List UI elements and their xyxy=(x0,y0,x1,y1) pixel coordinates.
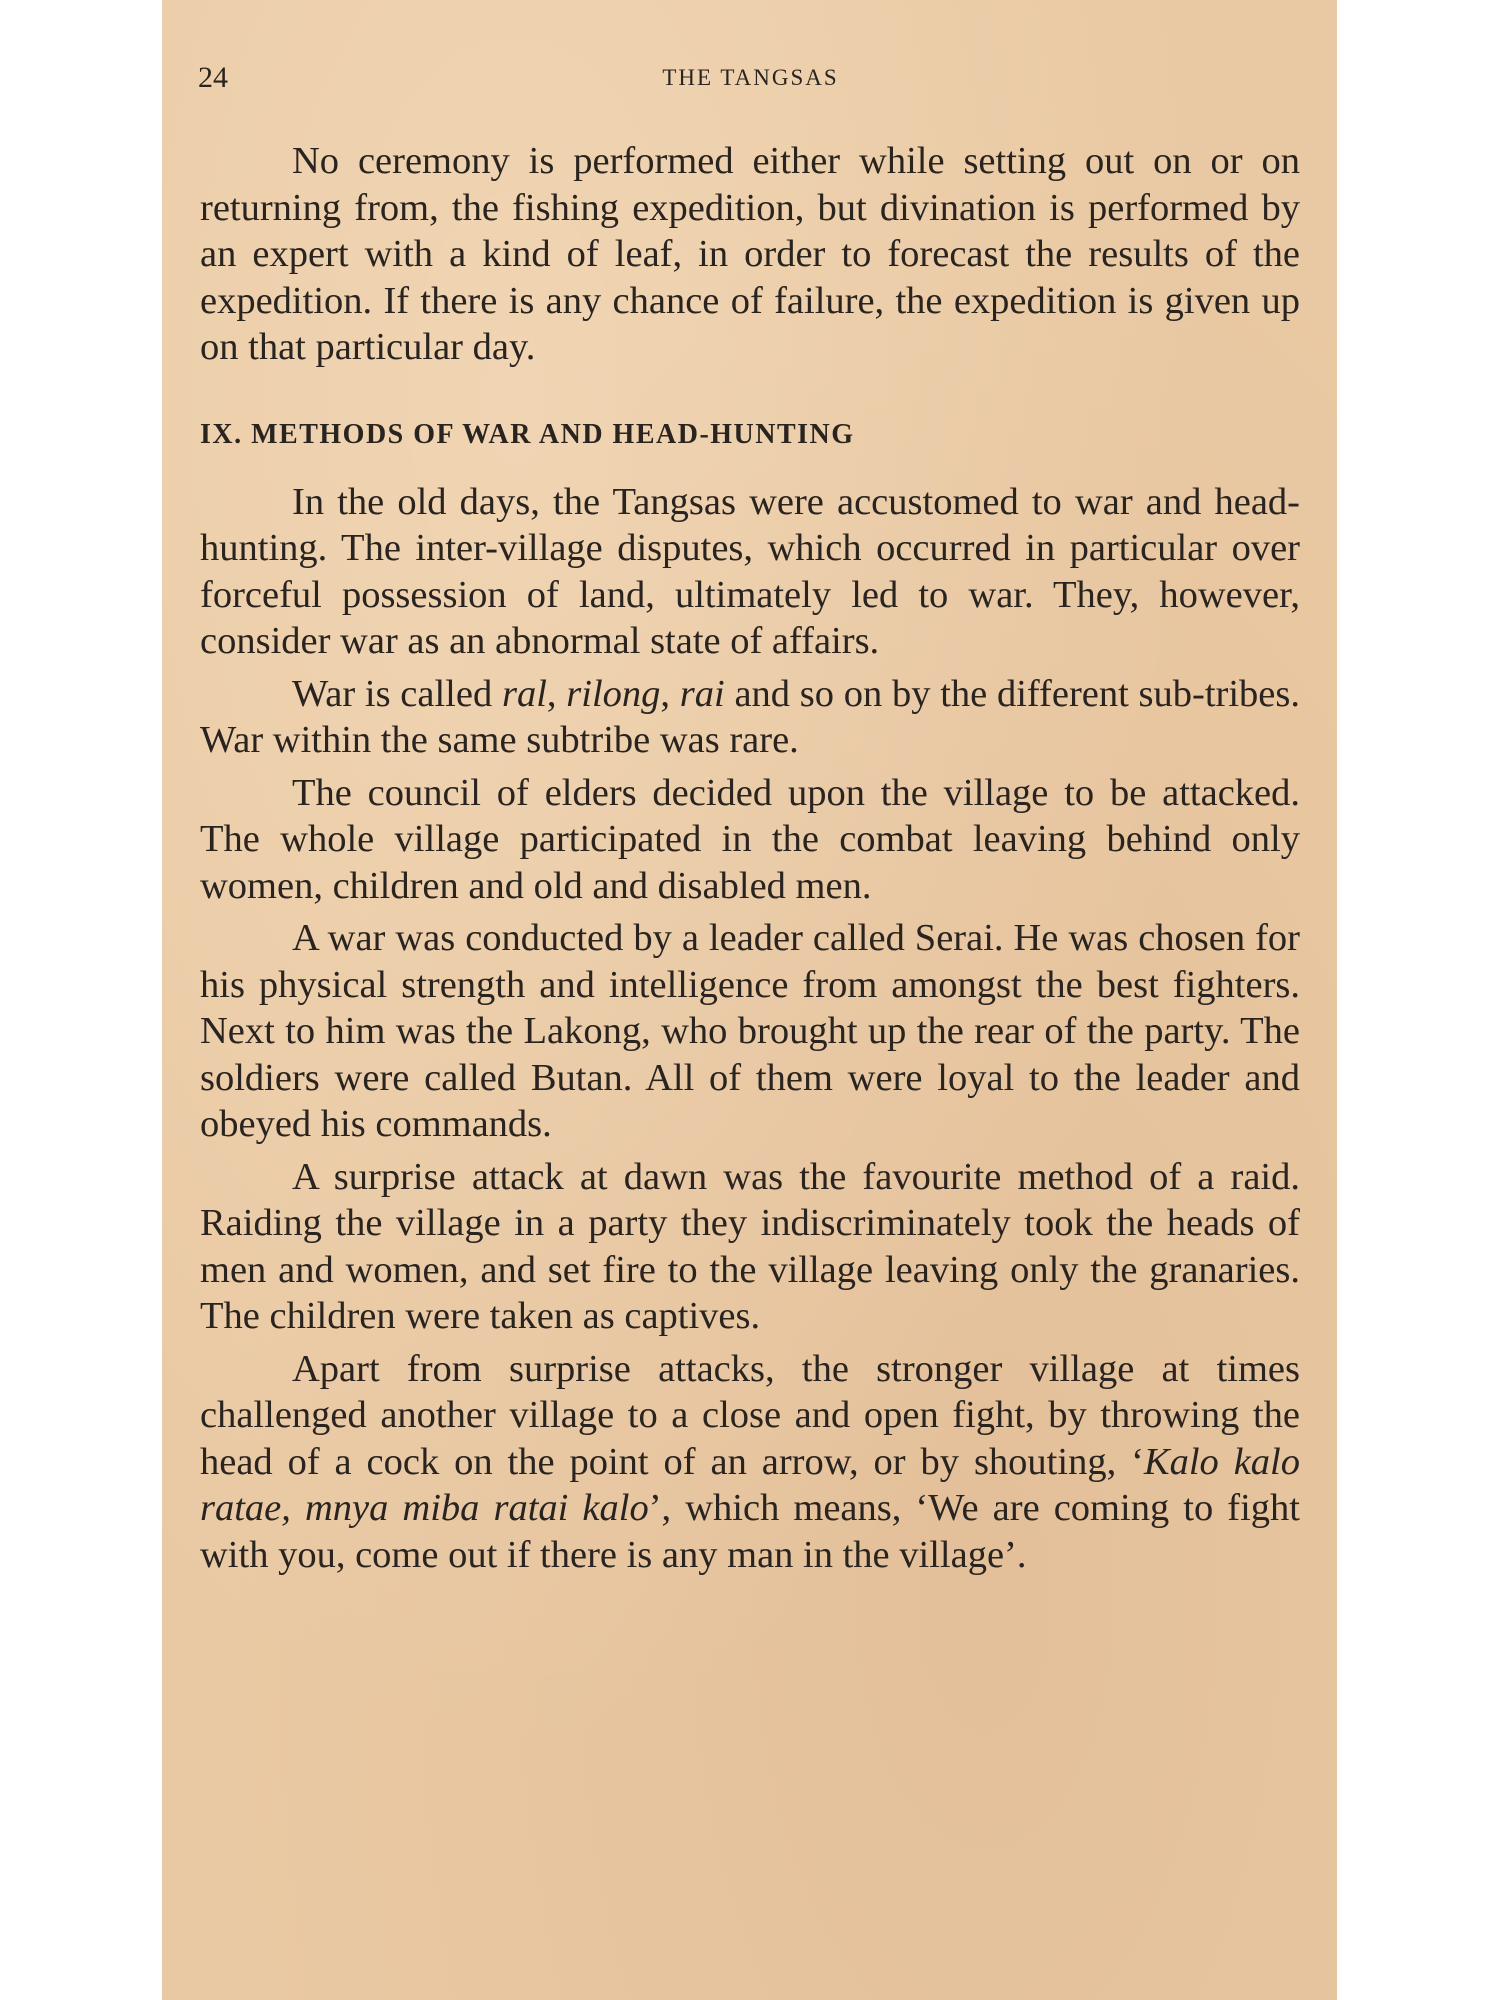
term-separator: , xyxy=(660,672,680,715)
war-names-text-end: and so on by the different sub-tribes. War within the same subtribe was rare. xyxy=(200,672,1300,761)
paragraph-surprise-attack: A surprise attack at dawn was the favourite method of a raid. Raiding the village in a party they indiscriminately took the heads of men and women, and set fire to the village leaving only the granaries. The children were taken as captives. xyxy=(200,1155,1300,1337)
paragraph-war-names xyxy=(200,671,1300,764)
page-body xyxy=(200,138,1300,1578)
term-ral: ral xyxy=(501,672,547,715)
page-header xyxy=(198,58,1303,98)
term-rilong: rilong xyxy=(566,672,661,715)
paragraph-old-days: In the old days, the Tangsas were accustomed to war and head-hunting. The inter-village disputes, which occurred in particular over forceful possession of land, ultimately led to war. They, however, consider war as an abnormal state of affairs. xyxy=(200,480,1300,662)
paragraph-fishing-divination: No ceremony is performed either while setting out on or on returning from, the fishing expedition, but divination is performed by an expert with a kind of leaf, in order to forecast the results of the expedition. If there is any chance of failure, the expedition is given up on that particular day. xyxy=(200,140,1300,368)
term-separator: , xyxy=(546,672,567,715)
section-heading: IX. METHODS OF WAR AND HEAD-HUNTING xyxy=(200,418,855,450)
war-names-text-start: War is called xyxy=(292,672,502,715)
page-number: 24 xyxy=(198,61,228,94)
running-title: THE TANGSAS xyxy=(662,65,839,90)
paragraph-leader-serai: A war was conducted by a leader called Serai. He was chosen for his physical strength and intelligence from amongst the best fighters. Next to him was the Lakong, who brought up the rear of the party. The soldiers were called Butan. All of them were loyal to the leader and obeyed his commands. xyxy=(200,917,1300,1145)
book-page xyxy=(162,0,1337,2000)
paragraph-council: The council of elders decided upon the village to be attacked. The whole village participated in the combat leaving behind only women, children and old and disabled men. xyxy=(200,771,1300,907)
challenge-quote: Kalo kalo ratae, mnya miba ratai kalo xyxy=(200,1440,1300,1529)
challenge-text-start: Apart from surprise attacks, the stronger village at times challenged another village to a close and open fight, by throwing the head of a cock on the point of an arrow, or by shouting, ‘ xyxy=(200,1347,1300,1483)
term-rai: rai xyxy=(679,672,725,715)
challenge-text-end: ’, which means, ‘We are coming to fight with you, come out if there is any man in the village’. xyxy=(200,1487,1300,1576)
paragraph-challenge xyxy=(200,1346,1300,1579)
